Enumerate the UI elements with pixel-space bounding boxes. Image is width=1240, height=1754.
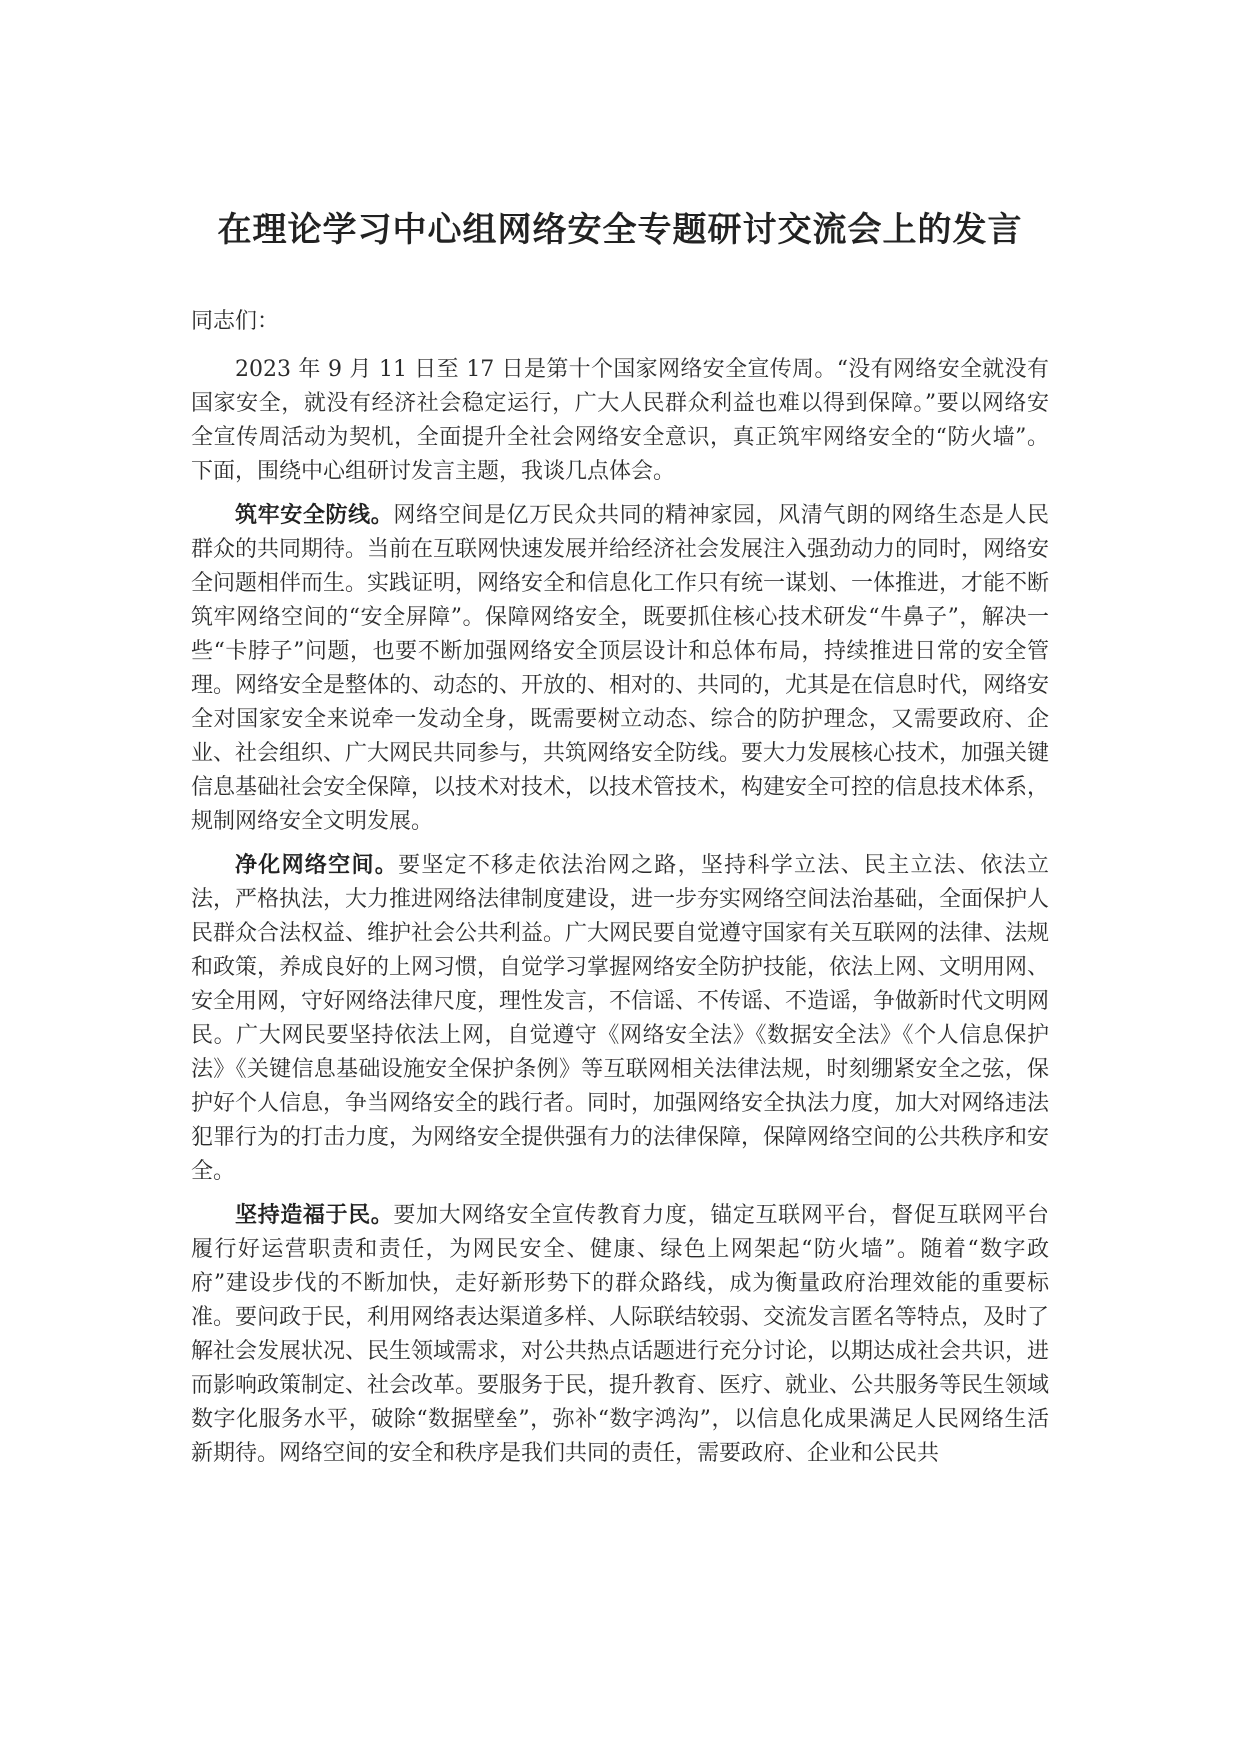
paragraph-benefit-people bbox=[191, 1199, 1049, 1471]
paragraph-text: 2023 年 9 月 11 日至 17 日是第十个国家网络安全宣传周。“没有网络安全就没有国家安全，就没有经济社会稳定运行，广大人民群众利益也难以得到保障。”要以网络安全宣传周活动为契机，全面提升全社会网络安全意识，真正筑牢网络安全的“防火墙”。下面，围绕中心组研讨发言主题，我谈几点体会。 bbox=[191, 357, 1049, 484]
paragraph-heading: 坚持造福于民。 bbox=[235, 1203, 394, 1228]
paragraph-text: 要加大网络安全宣传教育力度，锚定互联网平台，督促互联网平台履行好运营职责和责任，为网民安全、健康、绿色上网架起“防火墙”。随着“数字政府”建设步伐的不断加快，走好新形势下的群众路线，成为衡量政府治理效能的重要标准。要问政于民，利用网络表达渠道多样、人际联结较弱、交流发言匿名等特点，及时了解社会发展状况、民生领域需求，对公共热点话题进行充分讨论，以期达成社会共识，进而影响政策制定、社会改革。要服务于民，提升教育、医疗、就业、公共服务等民生领域数字化服务水平，破除“数据壁垒”，弥补“数字鸿沟”，以信息化成果满足人民网络生活新期待。网络空间的安全和秩序是我们共同的责任，需要政府、企业和公民共 bbox=[191, 1203, 1050, 1466]
paragraph-purify-cyberspace bbox=[191, 849, 1049, 1189]
paragraph-heading: 筑牢安全防线。 bbox=[235, 503, 394, 528]
paragraph-intro bbox=[191, 353, 1049, 489]
page-title: 在理论学习中心组网络安全专题研讨交流会上的发言 bbox=[217, 210, 1023, 250]
paragraph-heading: 净化网络空间。 bbox=[235, 853, 399, 878]
salutation: 同志们： bbox=[191, 309, 280, 334]
document-body bbox=[191, 305, 1049, 1481]
paragraph-text: 网络空间是亿万民众共同的精神家园，风清气朗的网络生态是人民群众的共同期待。当前在互联网快速发展并给经济社会发展注入强劲动力的同时，网络安全问题相伴而生。实践证明，网络安全和信息化工作只有统一谋划、一体推进，才能不断筑牢网络空间的“安全屏障”。保障网络安全，既要抓住核心技术研发“牛鼻子”，解决一些“卡脖子”问题，也要不断加强网络安全顶层设计和总体布局，持续推进日常的安全管理。网络安全是整体的、动态的、开放的、相对的、共同的，尤其是在信息时代，网络安全对国家安全来说牵一发动全身，既需要树立动态、综合的防护理念，又需要政府、企业、社会组织、广大网民共同参与，共筑网络安全防线。要大力发展核心技术，加强关键信息基础社会安全保障，以技术对技术，以技术管技术，构建安全可控的信息技术体系，规制网络安全文明发展。 bbox=[191, 503, 1050, 834]
paragraph-text: 要坚定不移走依法治网之路，坚持科学立法、民主立法、依法立法，严格执法，大力推进网络法律制度建设，进一步夯实网络空间法治基础，全面保护人民群众合法权益、维护社会公共利益。广大网民要自觉遵守国家有关互联网的法律、法规和政策，养成良好的上网习惯，自觉学习掌握网络安全防护技能，依法上网、文明用网、安全用网，守好网络法律尺度，理性发言，不信谣、不传谣、不造谣，争做新时代文明网民。广大网民要坚持依法上网，自觉遵守《网络安全法》《数据安全法》《个人信息保护法》《关键信息基础设施安全保护条例》等互联网相关法律法规，时刻绷紧安全之弦，保护好个人信息，争当网络安全的践行者。同时，加强网络安全执法力度，加大对网络违法犯罪行为的打击力度，为网络安全提供强有力的法律保障，保障网络空间的公共秩序和安全。 bbox=[191, 853, 1050, 1184]
paragraph-security-defense bbox=[191, 499, 1049, 839]
